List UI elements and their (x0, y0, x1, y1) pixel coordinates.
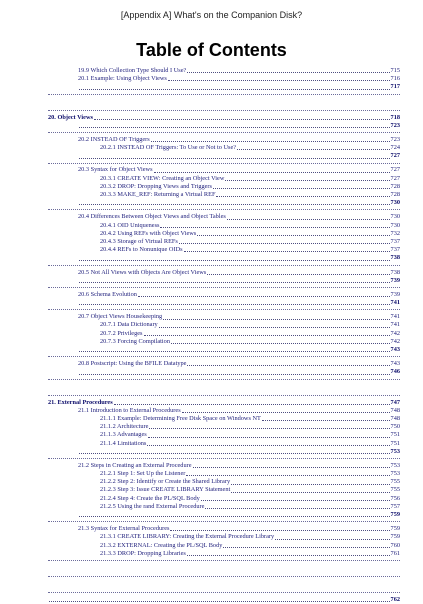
toc-entry-page: 715 (390, 66, 400, 74)
toc-group (48, 167, 400, 211)
toc-entry[interactable] (48, 533, 400, 541)
toc-entry[interactable] (48, 67, 400, 75)
dot-leader (227, 219, 390, 220)
toc-entry[interactable] (48, 238, 400, 246)
dot-leader (197, 235, 389, 236)
toc-entry-title: 21.3.1 CREATE LIBRARY: Creating the External Procedure Library (100, 533, 275, 541)
toc-entry[interactable] (48, 360, 400, 368)
toc-entry[interactable] (48, 330, 400, 338)
running-header: [Appendix A] What's on the Companion Disk? (120, 10, 303, 20)
dot-leader (187, 555, 390, 556)
toc-entry-title: 20.4.2 Using REFs with Object Views (100, 229, 197, 237)
toc-entry[interactable] (48, 322, 400, 330)
dot-leader (187, 365, 389, 366)
toc-entry-page: 756 (390, 494, 400, 502)
dot-leader (79, 374, 390, 375)
toc-entry-page: 743 (390, 360, 400, 368)
toc-entry-page: 748 (390, 406, 400, 414)
toc-entry-page: 730 (390, 213, 400, 221)
toc-entry-title: 20. Object Views (48, 113, 93, 121)
toc-page-marker[interactable] (48, 152, 400, 160)
dot-leader (138, 296, 390, 297)
dot-leader (262, 420, 390, 421)
toc-entry-page: 737 (390, 237, 400, 245)
toc-entry-page: 761 (390, 549, 400, 557)
toc-page-marker[interactable] (48, 83, 400, 91)
toc-entry[interactable] (48, 431, 400, 439)
toc-entry[interactable] (48, 487, 400, 495)
toc-entry-title: 20.3.2 DROP: Dropping Views and Triggers (100, 182, 212, 190)
dot-leader (205, 508, 389, 509)
toc-entry-title: 21.2.2 Step 2: Identify or Create the Shared Library (100, 478, 231, 486)
toc-entry-page: 746 (390, 368, 400, 376)
toc-entry-title: 21.1.4 Limitations (100, 439, 147, 447)
dot-leader (237, 149, 389, 150)
dot-leader (79, 453, 390, 454)
toc-entry[interactable] (48, 462, 400, 470)
dot-leader (79, 89, 390, 90)
toc-entry-title: 21.2.5 Using the rand External Procedure (100, 502, 205, 510)
toc-entry-title: 20.4 Differences Between Object Views and Object Tables (78, 213, 226, 221)
toc-entry-page: 753 (390, 447, 400, 455)
toc-list (48, 67, 400, 604)
toc-entry[interactable] (48, 183, 400, 191)
toc-entry-page: 747 (390, 398, 400, 406)
toc-entry-title: 20.8 Postscript: Using the BFILE Datatype (78, 360, 187, 368)
dot-leader (213, 188, 390, 189)
dot-leader (79, 304, 390, 305)
dot-leader (147, 445, 389, 446)
toc-entry-title: 20.5 Not All Views with Objects Are Object Views (78, 268, 207, 276)
toc-page-marker[interactable] (48, 346, 400, 354)
dot-leader (79, 204, 390, 205)
toc-separator (48, 564, 400, 577)
toc-entry-page: 753 (390, 470, 400, 478)
toc-entry-page: 751 (390, 439, 400, 447)
toc-entry-page: 718 (390, 113, 400, 121)
toc-entry[interactable] (48, 407, 400, 415)
toc-entry[interactable] (48, 525, 400, 533)
dot-leader (151, 141, 390, 142)
toc-entry-page: 727 (390, 166, 400, 174)
toc-entry-title: 21.1 Introduction to External Procedures (78, 406, 181, 414)
toc-entry[interactable] (48, 175, 400, 183)
toc-entry[interactable] (48, 213, 400, 221)
toc-chapter-entry[interactable] (48, 399, 400, 407)
dot-leader (193, 467, 390, 468)
page-title: Table of Contents (136, 40, 287, 60)
toc-entry-title: 20.4.4 REFs to Nonunique OIDs (100, 246, 183, 254)
dot-leader (79, 158, 390, 159)
toc-separator (48, 383, 400, 396)
toc-group (48, 399, 400, 459)
toc-entry-title: 20.3.3 MAKE_REF: Returning a Virtual REF (100, 191, 216, 199)
toc-entry[interactable] (48, 440, 400, 448)
toc-entry[interactable] (48, 503, 400, 511)
dot-leader (225, 180, 389, 181)
toc-entry-title: 20.7.3 Forcing Compilation (100, 337, 170, 345)
toc-group (48, 213, 400, 265)
dot-leader (207, 274, 389, 275)
dot-leader (160, 227, 389, 228)
toc-entry-page: 742 (390, 329, 400, 337)
toc-entry-page: 755 (390, 486, 400, 494)
toc-entry-page: 724 (390, 144, 400, 152)
toc-entry-title: 20.7.2 Privileges (100, 329, 143, 337)
toc-group (48, 114, 400, 133)
toc-entry[interactable] (48, 423, 400, 431)
toc-page-marker[interactable] (48, 277, 400, 285)
toc-entry-title: 21.2.4 Step 4: Create the PL/SQL Body (100, 494, 200, 502)
dot-leader (201, 500, 390, 501)
toc-entry-title: 20.7.1 Data Dictionary (100, 321, 158, 329)
dot-leader (168, 80, 390, 81)
toc-entry[interactable] (48, 495, 400, 503)
toc-entry-title: 21.3.2 EXTERNAL: Creating the PL/SQL Body (100, 541, 223, 549)
toc-entry[interactable] (48, 550, 400, 558)
dot-leader (163, 319, 389, 320)
toc-entry-page: 743 (390, 346, 400, 354)
toc-entry[interactable] (48, 291, 400, 299)
toc-entry-title: 20.4.3 Storage of Virtual REFs (100, 237, 178, 245)
toc-entry-page: 738 (390, 254, 400, 262)
toc-entry-page: 739 (390, 290, 400, 298)
toc-entry-page: 732 (390, 229, 400, 237)
dot-leader (144, 335, 390, 336)
toc-entry[interactable] (48, 338, 400, 346)
toc-group (48, 360, 400, 379)
toc-entry[interactable] (48, 542, 400, 550)
dot-leader (182, 412, 390, 413)
toc-entry-title: 20.2 INSTEAD OF Triggers (78, 135, 150, 143)
toc-entry-page: 759 (390, 533, 400, 541)
toc-entry-page: 727 (390, 152, 400, 160)
toc-entry-page: 750 (390, 423, 400, 431)
toc-entry[interactable] (48, 136, 400, 144)
dot-leader (159, 327, 390, 328)
toc-entry-title: 20.2.1 INSTEAD OF Triggers: To Use or Not to Use? (100, 144, 237, 152)
toc-entry-title: 20.3.1 CREATE VIEW: Creating an Object View (100, 174, 225, 182)
toc-entry[interactable] (48, 470, 400, 478)
dot-leader (223, 547, 389, 548)
toc-entry-title: 21.1.1 Example: Determining Free Disk Space on Windows NT (100, 414, 261, 422)
toc-entry-title: 20.7 Object Views Housekeeping (78, 313, 163, 321)
toc-group (48, 525, 400, 561)
toc-page-marker[interactable] (48, 511, 400, 519)
dot-leader (94, 119, 390, 120)
dot-leader (231, 484, 389, 485)
toc-entry-page: 739 (390, 276, 400, 284)
dot-leader (79, 127, 390, 128)
toc-page-marker[interactable] (48, 368, 400, 376)
toc-entry-page: 759 (390, 511, 400, 519)
toc-entry-page: 716 (390, 75, 400, 83)
toc-page-marker[interactable] (48, 448, 400, 456)
toc-group (48, 462, 400, 522)
toc-entry-title: 20.6 Schema Evolution (78, 290, 137, 298)
toc-entry-page: 755 (390, 478, 400, 486)
toc-entry-page: 737 (390, 246, 400, 254)
toc-entry-page: 753 (390, 461, 400, 469)
toc-group (48, 67, 400, 95)
toc-entry[interactable] (48, 246, 400, 254)
toc-entry-page: 723 (390, 121, 400, 129)
toc-page-marker[interactable] (48, 254, 400, 262)
toc-page-marker[interactable] (48, 122, 400, 130)
dot-leader (49, 601, 390, 602)
toc-entry-title: 21.3 Syntax for External Procedures (78, 525, 170, 533)
toc-entry-title: 21.1.2 Architecture (100, 423, 149, 431)
dot-leader (79, 351, 390, 352)
toc-entry-page: 717 (390, 83, 400, 91)
toc-entry[interactable] (48, 415, 400, 423)
toc-entry[interactable] (48, 222, 400, 230)
toc-entry-page: 751 (390, 431, 400, 439)
dot-leader (186, 475, 389, 476)
toc-entry[interactable] (48, 478, 400, 486)
toc-entry[interactable] (48, 191, 400, 199)
toc-separator (48, 98, 400, 111)
toc-entry[interactable] (48, 230, 400, 238)
toc-page-marker[interactable] (48, 299, 400, 307)
toc-entry-title: 20.1 Example: Using Object Views (78, 75, 167, 83)
toc-chapter-entry[interactable] (48, 114, 400, 122)
toc-entry-page: 728 (390, 182, 400, 190)
toc-entry-page: 759 (390, 525, 400, 533)
toc-entry-page: 762 (390, 595, 400, 603)
toc-group (48, 136, 400, 164)
toc-entry-title: 21.3.3 DROP: Dropping Libraries (100, 549, 186, 557)
dot-leader (79, 282, 390, 283)
toc-entry-title: 21.1.3 Advantages (100, 431, 147, 439)
toc-entry-page: 741 (390, 321, 400, 329)
toc-page-marker[interactable] (48, 596, 400, 604)
toc-entry-page: 760 (390, 541, 400, 549)
dot-leader (187, 72, 389, 73)
dot-leader (148, 437, 390, 438)
dot-leader (154, 172, 390, 173)
toc-entry-page: 741 (390, 313, 400, 321)
toc-entry-page: 748 (390, 414, 400, 422)
toc-entry-page: 742 (390, 337, 400, 345)
toc-entry[interactable] (48, 144, 400, 152)
toc-entry-page: 730 (390, 199, 400, 207)
dot-leader (114, 404, 390, 405)
toc-separator (48, 580, 400, 593)
dot-leader (216, 196, 389, 197)
toc-group (48, 291, 400, 310)
toc-group (48, 269, 400, 288)
toc-page-marker[interactable] (48, 199, 400, 207)
toc-entry-page: 741 (390, 299, 400, 307)
dot-leader (171, 343, 390, 344)
dot-leader (184, 251, 390, 252)
toc-entry-title: 21.2.3 Step 3: Issue CREATE LIBRARY Statement (100, 486, 231, 494)
toc-entry-title: 20.3 Syntax for Object Views (78, 166, 153, 174)
toc-entry[interactable] (48, 313, 400, 321)
dot-leader (79, 260, 390, 261)
toc-entry-page: 723 (390, 135, 400, 143)
dot-leader (79, 516, 390, 517)
toc-entry-title: 21.2 Steps in Creating an External Procedure (78, 461, 192, 469)
toc-entry-page: 728 (390, 191, 400, 199)
toc-entry-page: 730 (390, 221, 400, 229)
toc-entry-title: 21. External Procedures (48, 398, 113, 406)
toc-entry-page: 738 (390, 268, 400, 276)
toc-entry[interactable] (48, 269, 400, 277)
dot-leader (231, 492, 389, 493)
toc-entry-title: 20.4.1 OID Uniqueness (100, 221, 160, 229)
dot-leader (149, 428, 389, 429)
dot-leader (170, 530, 389, 531)
toc-group (48, 313, 400, 357)
dot-leader (275, 539, 389, 540)
dot-leader (179, 243, 390, 244)
toc-entry-title: 19.9 Which Collection Type Should I Use? (78, 66, 187, 74)
toc-entry[interactable] (48, 75, 400, 83)
toc-entry-page: 727 (390, 174, 400, 182)
toc-entry[interactable] (48, 167, 400, 175)
toc-entry-page: 757 (390, 502, 400, 510)
toc-entry-title: 21.2.1 Step 1: Set Up the Listener (100, 470, 186, 478)
